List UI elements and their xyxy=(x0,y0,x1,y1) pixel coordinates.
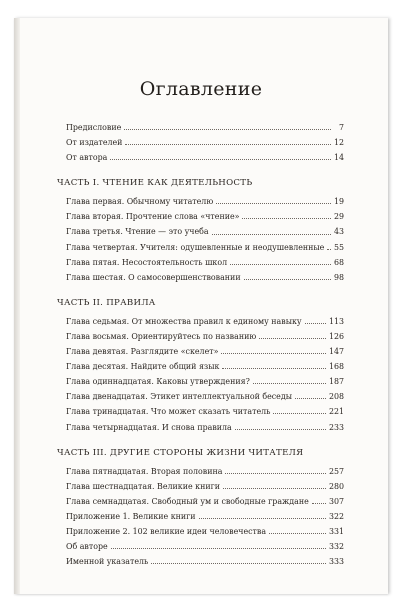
toc-entry xyxy=(66,359,344,374)
toc-entry-label: Глава девятая. Разглядите «скелет» xyxy=(66,347,219,357)
toc-entry xyxy=(66,389,344,404)
toc-entry-page: 147 xyxy=(328,347,344,357)
toc-entry xyxy=(66,494,344,509)
toc-entry-page: 68 xyxy=(333,257,344,267)
toc-entry xyxy=(66,135,344,150)
toc-entry-label: Глава десятая. Найдите общий язык xyxy=(66,362,220,372)
toc-entry-label: Именной указатель xyxy=(66,557,149,567)
toc-entry-page: 333 xyxy=(328,557,344,567)
dot-leader xyxy=(244,279,331,280)
toc-entry-page: 307 xyxy=(328,496,344,506)
toc-entry-label: Глава четырнадцатая. И снова правила xyxy=(66,422,232,432)
dot-leader xyxy=(253,383,326,384)
toc-entry xyxy=(66,270,344,285)
dot-leader xyxy=(199,518,326,519)
table-of-contents xyxy=(57,120,344,569)
dot-leader xyxy=(111,548,326,549)
toc-entry xyxy=(66,150,344,165)
dot-leader xyxy=(269,533,326,534)
toc-entry-label: Глава пятнадцатая. Вторая половина xyxy=(66,466,223,476)
dot-leader xyxy=(222,368,325,369)
toc-entry-label: Предисловие xyxy=(66,123,122,132)
dot-leader xyxy=(124,129,331,130)
toc-entry xyxy=(66,479,344,494)
dot-leader xyxy=(235,429,326,430)
toc-entry-page: 12 xyxy=(333,138,344,148)
toc-entry-label: Об авторе xyxy=(66,542,108,552)
toc-entry-label: От автора xyxy=(66,153,108,163)
dot-leader xyxy=(312,503,326,504)
part-heading: ЧАСТЬ I. ЧТЕНИЕ КАК ДЕЯТЕЛЬНОСТЬ xyxy=(57,178,253,189)
dot-leader xyxy=(273,413,325,414)
toc-entry xyxy=(66,464,344,479)
toc-entry xyxy=(66,420,344,435)
toc-entry-label: Глава пятая. Несостоятельность школ xyxy=(66,257,228,267)
toc-entry-page: 19 xyxy=(333,197,344,207)
toc-entry-label: Глава четвертая. Учителя: одушевленные и неодушевленные xyxy=(66,242,325,252)
toc-entry-page: 126 xyxy=(328,331,344,341)
toc-entry xyxy=(66,524,344,539)
dot-leader xyxy=(225,473,325,474)
toc-entry xyxy=(66,509,344,524)
dot-leader xyxy=(242,218,330,219)
dot-leader xyxy=(305,323,326,324)
dot-leader xyxy=(223,488,326,489)
toc-entry-page: 14 xyxy=(333,153,344,163)
toc-entry xyxy=(66,314,344,329)
toc-entry-page: 331 xyxy=(328,526,344,536)
toc-entry-page: 55 xyxy=(333,242,344,252)
front-matter xyxy=(57,120,344,165)
toc-entry-label: Глава шестнадцатая. Великие книги xyxy=(66,481,221,491)
toc-entry-label: Глава вторая. Прочтение слова «чтение» xyxy=(66,212,240,222)
toc-entry-page: 280 xyxy=(328,481,344,491)
toc-entry xyxy=(66,209,344,224)
page-spine-shadow xyxy=(14,18,20,594)
part-heading: ЧАСТЬ III. ДРУГИЕ СТОРОНЫ ЖИЗНИ ЧИТАТЕЛЯ xyxy=(57,447,304,458)
dot-leader xyxy=(212,234,331,235)
toc-entry-label: Глава восьмая. Ориентируйтесь по названию xyxy=(66,331,257,341)
toc-entry-page: 113 xyxy=(328,316,344,326)
toc-entry-page: 257 xyxy=(328,466,344,476)
toc-entry-page: 168 xyxy=(328,362,344,372)
toc-entry-label: Глава тринадцатая. Что может сказать читатель xyxy=(66,407,271,417)
toc-entry xyxy=(66,194,344,209)
toc-entry xyxy=(66,120,344,135)
toc-entry-page: 322 xyxy=(328,511,344,521)
toc-entry-page: 98 xyxy=(333,272,344,282)
dot-leader xyxy=(151,563,326,564)
book-page xyxy=(14,18,388,594)
toc-entry xyxy=(66,374,344,389)
dot-leader xyxy=(216,203,331,204)
toc-entry xyxy=(66,255,344,270)
toc-entry-page: 29 xyxy=(333,212,344,222)
toc-entry-label: Приложение 2. 102 великие идеи человечества xyxy=(66,526,267,536)
toc-entry-label: Приложение 1. Великие книги xyxy=(66,511,196,521)
dot-leader xyxy=(125,144,331,145)
toc-entry-page: 332 xyxy=(328,542,344,552)
toc-entry-page: 208 xyxy=(328,392,344,402)
part-heading: ЧАСТЬ II. ПРАВИЛА xyxy=(57,297,156,308)
toc-entry-label: Глава седьмая. От множества правил к единому навыку xyxy=(66,316,302,326)
dot-leader xyxy=(327,249,331,250)
dot-leader xyxy=(230,264,331,265)
toc-entry-label: Глава третья. Чтение — это учеба xyxy=(66,227,209,237)
toc-entry-label: От издателей xyxy=(66,138,123,148)
toc-entry-page: 7 xyxy=(338,123,344,132)
toc-entry xyxy=(66,224,344,239)
toc-entry xyxy=(66,404,344,419)
dot-leader xyxy=(110,159,331,160)
toc-entry xyxy=(66,539,344,554)
toc-entry-page: 187 xyxy=(328,377,344,387)
dot-leader xyxy=(295,398,326,399)
toc-entry-label: Глава двенадцатая. Этикет интеллектуальной беседы xyxy=(66,392,292,402)
toc-entry-label: Глава шестая. О самосовершенствовании xyxy=(66,272,241,282)
toc-entry-page: 233 xyxy=(328,422,344,432)
toc-entry xyxy=(66,240,344,255)
toc-entry xyxy=(66,344,344,359)
toc-entry xyxy=(66,329,344,344)
toc-entry-label: Глава одиннадцатая. Каковы утверждения? xyxy=(66,377,250,387)
toc-entry-label: Глава первая. Обычному читателю xyxy=(66,197,214,207)
dot-leader xyxy=(221,353,326,354)
toc-entry-label: Глава семнадцатая. Свободный ум и свободные граждане xyxy=(66,496,309,506)
toc-entry xyxy=(66,554,344,569)
dot-leader xyxy=(259,338,326,339)
toc-entry-page: 43 xyxy=(333,227,344,237)
page-title: Оглавление xyxy=(139,78,263,100)
toc-entry-page: 221 xyxy=(328,407,344,417)
